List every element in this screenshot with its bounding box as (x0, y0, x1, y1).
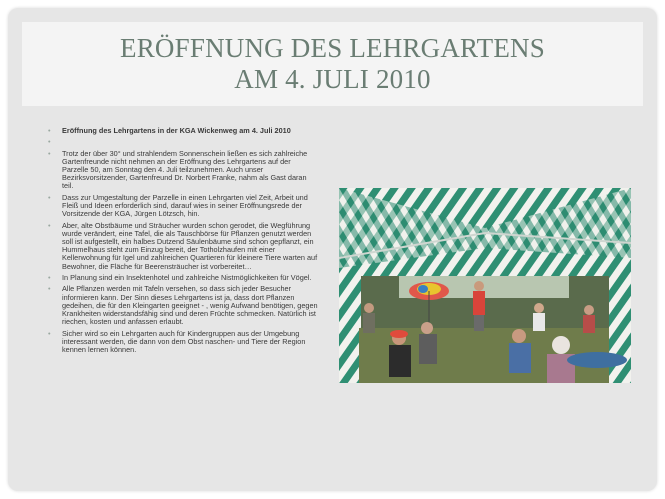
tent-photo-illustration (339, 188, 631, 383)
bullet-item (48, 150, 318, 191)
bullet-text: In Planung sind ein Insektenhotel und zahlreiche Nistmöglichkeiten für Vögel. (62, 272, 312, 282)
bullet-item (48, 330, 318, 355)
bullet-text: Dass zur Umgestaltung der Parzelle in einen Lehrgarten viel Zeit, Arbeit und Fleiß und Ideen erforderlich sind, darauf wies in seiner Eröffnungsrede der Vorsitzende der KGA, Jürgen Lötzsch, hin. (62, 192, 308, 219)
bullet-text: Trotz der über 30° und strahlendem Sonnenschein ließen es sich zahlreiche Gartenfreunde nicht nehmen an der Eröffnung des Lehrgartens auf der Parzelle 50, am Sonntag den 4. Juli teilzunehmen. Auch unser Bezirksvorsitzender, Gartenfreund Dr. Norbert Franke, nahm als Gast daran teil. (62, 148, 308, 191)
event-photo (339, 188, 631, 383)
bullet-text: Aber, alte Obstbäume und Sträucher wurden schon gerodet, die Wegführung wurde verändert, eine Tafel, die als Tauschbörse für Pflanzen genutzt werden soll ist aufgestellt, ein halbes Dutzend Säulenbäume sind schon gepflanzt, ein Hummelhaus steht zum Einzug bereit, der Totholzhaufen mit einer Kellerwohnung für Igel und zahlreichen Quartieren für kleinere Tiere warten auf Bewohner, die Fläche für Beerensträucher ist vorbereitet… (62, 220, 318, 271)
title-box (22, 22, 643, 106)
bullet-text: Alle Pflanzen werden mit Tafeln versehen, so dass sich jeder Besucher informieren kann. Der Sinn dieses Lehrgartens ist ja, dass dort Pflanzen gedeihen, die für den Kleingarten geeignet - , wenig Aufwand benötigen, gegen Krankheiten widerstandsfähig sind und deren Früchte schmecken. Natürlich ist riechen, kosten und anfassen erlaubt. (62, 284, 318, 327)
bullet-item (48, 285, 318, 326)
slide-title-line-1: ERÖFFNUNG DES LEHRGARTENS (120, 33, 545, 63)
bullet-item (48, 222, 318, 271)
bullet-text: Sicher wird so ein Lehrgarten auch für Kindergruppen aus der Umgebung interessant werden, die dann von dem Obst naschen- und Tiere der Region kennen lernen können. (62, 328, 306, 354)
bullet-item (48, 138, 318, 146)
bullet-item (48, 274, 318, 282)
slide-title-line-2: AM 4. JULI 2010 (234, 64, 431, 94)
bullet-text: Eröffnung des Lehrgartens in der KGA Wickenweg am 4. Juli 2010 (62, 126, 291, 135)
bullet-item (48, 194, 318, 219)
bullet-list (48, 127, 318, 357)
slide (8, 8, 657, 491)
bullet-item (48, 127, 318, 135)
